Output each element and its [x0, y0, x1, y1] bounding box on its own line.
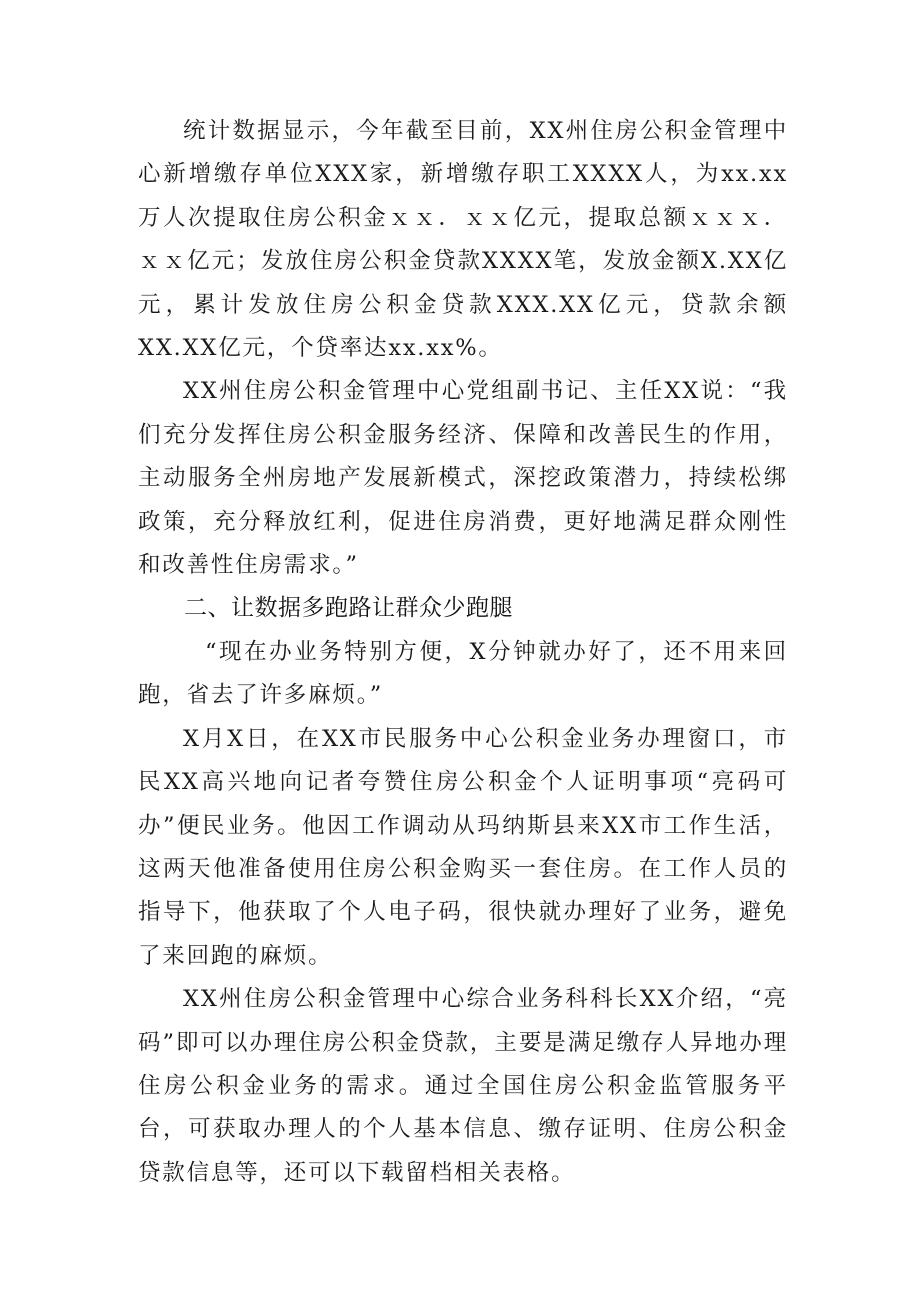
paragraph-service-center: X月X日，在XX市民服务中心公积金业务办理窗口，市民XX高兴地向记者夸赞住房公积金个人证明事项“亮码可办”便民业务。他因工作调动从玛纳斯县来XX市工作生活，这两天他准备使用住房公积金购买一套住房。在工作人员的指导下，他获取了个人电子码，很快就办理好了业务，避免了来回跑的麻烦。 [138, 725, 788, 969]
paragraph-statistics: 统计数据显示，今年截至目前，XX州住房公积金管理中心新增缴存单位XXX家，新增缴存职工XXXX人，为xx.xx万人次提取住房公积金ｘｘ．ｘｘ亿元，提取总额ｘｘｘ．ｘｘ亿元；发放住房公积金贷款XXXX笔，发放金额X.XX亿元，累计发放住房公积金贷款XXX.XX亿元，贷款余额XX.XX亿元，个贷率达xx.xx%。 [138, 118, 788, 362]
paragraph-section-chief: XX州住房公积金管理中心综合业务科科长XX介绍，“亮码”即可以办理住房公积金贷款，主要是满足缴存人异地办理住房公积金业务的需求。通过全国住房公积金监管服务平台，可获取办理人的个人基本信息、缴存证明、住房公积金贷款信息等，还可以下载留档相关表格。 [138, 986, 788, 1186]
paragraph-citizen-quote: “现在办业务特别方便，X分钟就办好了，还不用来回跑，省去了许多麻烦。” [138, 638, 788, 709]
paragraph-director-quote: XX州住房公积金管理中心党组副书记、主任XX说：“我们充分发挥住房公积金服务经济、保障和改善民生的作用，主动服务全州房地产发展新模式，深挖政策潜力，持续松绑政策，充分释放红利，促进住房消费，更好地满足群众刚性和改善性住房需求。” [138, 378, 788, 579]
document-body [138, 110, 788, 1195]
section-heading: 二、让数据多跑路让群众少跑腿 [184, 595, 513, 622]
